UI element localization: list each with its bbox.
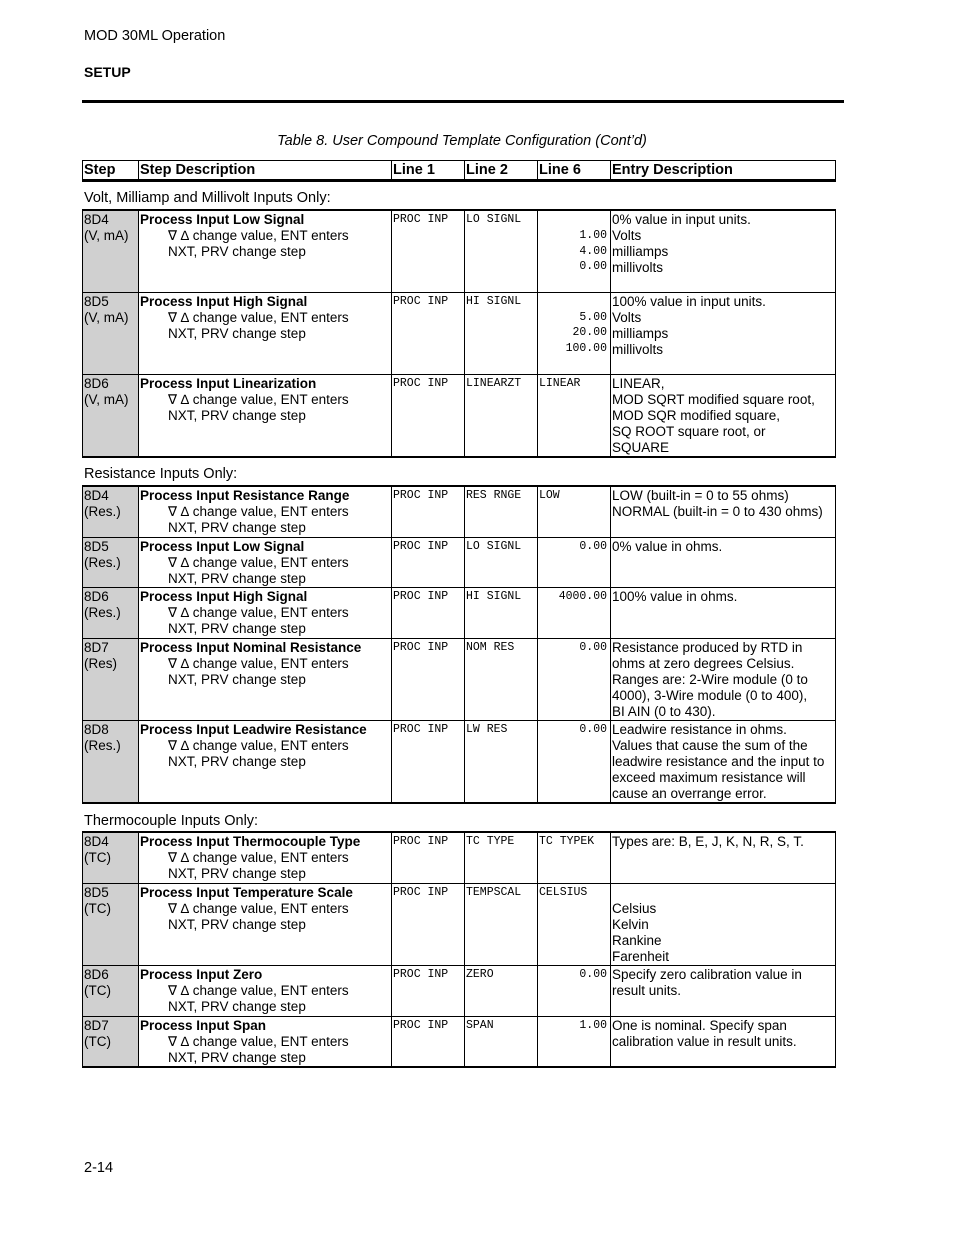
header-rule (82, 100, 844, 103)
entry-line: milliamps (612, 325, 669, 341)
entry-line: LOW (built-in = 0 to 55 ohms) (612, 488, 789, 503)
section-label: Thermocouple Inputs Only: (84, 813, 259, 829)
line2-value: LW RES (466, 722, 508, 736)
line2-cell (465, 1016, 538, 1067)
step-instruction: ∇ ∆ change value, ENT enters (168, 504, 349, 519)
line2-value: RES RNGE (466, 489, 522, 502)
step-description-cell (139, 537, 392, 587)
line6-cell (538, 587, 611, 638)
line2-cell (465, 883, 538, 965)
line6-value: 0.00 (579, 967, 607, 981)
step-instruction: NXT, PRV change step (168, 916, 306, 932)
table-row (83, 832, 836, 883)
step-description-cell (139, 374, 392, 457)
line1-cell (392, 537, 465, 587)
step-cell (83, 587, 139, 638)
line2-value: LO SIGNL (466, 539, 522, 553)
line6-value: CELSIUS (539, 885, 588, 899)
entry-line: Values that cause the sum of the (612, 737, 808, 753)
section-label: Resistance Inputs Only: (84, 466, 238, 482)
step-cell (83, 832, 139, 883)
column-header-line6: Line 6 (538, 161, 611, 181)
line1-value: PROC INP (393, 640, 449, 654)
line1-value: PROC INP (393, 213, 449, 226)
entry-line: ohms at zero degrees Celsius. (612, 655, 795, 671)
column-header-line1: Line 1 (392, 161, 465, 181)
entry-line: 100% value in ohms. (612, 588, 738, 604)
line2-value: HI SIGNL (466, 294, 522, 308)
step-input-type: (Res.) (84, 504, 121, 519)
line6-value: 0.00 (579, 640, 607, 654)
step-input-type: (TC) (84, 900, 111, 916)
entry-description-cell (611, 832, 836, 883)
entry-line: Resistance produced by RTD in (612, 639, 803, 655)
step-code: 8D6 (84, 588, 109, 604)
step-instruction: ∇ ∆ change value, ENT enters (168, 850, 349, 865)
step-code: 8D5 (84, 293, 109, 309)
line1-value: PROC INP (393, 294, 449, 308)
step-title: Process Input High Signal (140, 293, 308, 309)
section-table (82, 209, 836, 458)
entry-line: 0% value in ohms. (612, 538, 723, 554)
step-code: 8D7 (84, 639, 109, 655)
entry-line: 100% value in input units. (612, 293, 766, 309)
step-cell (83, 1016, 139, 1067)
line6-value: 0.00 (579, 260, 607, 273)
line1-cell (392, 292, 465, 374)
entry-line: Specify zero calibration value in (612, 966, 802, 982)
entry-description-cell (611, 210, 836, 292)
line1-cell (392, 965, 465, 1016)
step-cell (83, 537, 139, 587)
entry-line: Farenheit (612, 948, 670, 964)
table-row (83, 720, 836, 803)
line6-value: 0.00 (579, 722, 607, 736)
table-row (83, 1016, 836, 1067)
entry-line: SQUARE (612, 439, 670, 455)
entry-line: MOD SQR modified square, (612, 407, 781, 423)
line1-cell (392, 638, 465, 720)
entry-line: exceed maximum resistance will (612, 769, 806, 785)
line1-value: PROC INP (393, 885, 449, 899)
step-instruction: NXT, PRV change step (168, 866, 306, 881)
entry-line: BI AIN (0 to 430). (612, 703, 716, 719)
step-input-type: (Res) (84, 655, 117, 671)
step-description-cell (139, 587, 392, 638)
step-instruction: NXT, PRV change step (168, 998, 306, 1014)
entry-line: LINEAR, (612, 375, 665, 391)
step-instruction: ∇ ∆ change value, ENT enters (168, 1033, 349, 1049)
line6-spacer (539, 294, 607, 310)
step-title: Process Input Nominal Resistance (140, 639, 362, 655)
line2-cell (465, 638, 538, 720)
line2-cell (465, 587, 538, 638)
line1-cell (392, 720, 465, 803)
step-code: 8D7 (84, 1017, 109, 1033)
table-row (83, 638, 836, 720)
line6-cell (538, 720, 611, 803)
entry-description-cell (611, 292, 836, 374)
step-instruction: ∇ ∆ change value, ENT enters (168, 655, 349, 671)
line6-value: 100.00 (565, 341, 607, 355)
step-input-type: (V, mA) (84, 228, 129, 243)
table-caption: Table 8. User Compound Template Configuration (Cont’d) (277, 133, 647, 149)
line6-value: 20.00 (572, 326, 607, 339)
step-code: 8D8 (84, 721, 109, 737)
step-code: 8D6 (84, 966, 109, 982)
step-title: Process Input High Signal (140, 588, 308, 604)
entry-line: leadwire resistance and the input to (612, 753, 825, 769)
page-number: 2-14 (84, 1160, 114, 1176)
entry-line: Ranges are: 2-Wire module (0 to (612, 671, 808, 687)
table-row (83, 965, 836, 1016)
step-instruction: NXT, PRV change step (168, 244, 306, 259)
step-code: 8D6 (84, 375, 109, 391)
step-description-cell (139, 638, 392, 720)
column-header-step-description: Step Description (139, 161, 392, 181)
line2-cell (465, 292, 538, 374)
entry-line: result units. (612, 982, 682, 998)
line6-cell (538, 292, 611, 374)
step-instruction: NXT, PRV change step (168, 520, 306, 535)
line6-value: 1.00 (579, 229, 607, 242)
line2-cell (465, 832, 538, 883)
step-instruction: ∇ ∆ change value, ENT enters (168, 309, 349, 325)
entry-line: Celsius (612, 900, 657, 916)
line2-cell (465, 965, 538, 1016)
step-instruction: NXT, PRV change step (168, 570, 306, 586)
line1-cell (392, 374, 465, 457)
step-input-type: (TC) (84, 1033, 111, 1049)
line1-value: PROC INP (393, 539, 449, 553)
line1-cell (392, 587, 465, 638)
step-description-cell (139, 883, 392, 965)
line2-value: HI SIGNL (466, 589, 522, 603)
entry-spacer (612, 885, 834, 901)
table-row (83, 486, 836, 537)
step-cell (83, 720, 139, 803)
step-description-cell (139, 486, 392, 537)
line2-cell (465, 374, 538, 457)
column-header-entry-description: Entry Description (611, 161, 836, 181)
step-cell (83, 638, 139, 720)
step-description-cell (139, 720, 392, 803)
step-title: Process Input Low Signal (140, 212, 305, 227)
line1-value: PROC INP (393, 489, 449, 502)
entry-line: Rankine (612, 932, 662, 948)
column-header-row (83, 161, 836, 181)
step-title: Process Input Span (140, 1017, 267, 1033)
table-row (83, 210, 836, 292)
table-row (83, 883, 836, 965)
step-title: Process Input Resistance Range (140, 488, 350, 503)
column-header-step: Step (83, 161, 139, 181)
line1-value: PROC INP (393, 722, 449, 736)
step-instruction: NXT, PRV change step (168, 325, 306, 341)
section-table (82, 485, 836, 804)
entry-line: SQ ROOT square root, or (612, 423, 766, 439)
table-row (83, 374, 836, 457)
line1-value: PROC INP (393, 835, 449, 848)
line6-cell (538, 374, 611, 457)
entry-line: milliamps (612, 244, 669, 259)
line6-cell (538, 486, 611, 537)
line6-cell (538, 965, 611, 1016)
entry-line: MOD SQRT modified square root, (612, 391, 815, 407)
step-instruction: NXT, PRV change step (168, 1049, 306, 1065)
line1-cell (392, 832, 465, 883)
table-row (83, 587, 836, 638)
step-instruction: ∇ ∆ change value, ENT enters (168, 982, 349, 998)
entry-line: millivolts (612, 260, 664, 275)
line2-value: LINEARZT (466, 376, 522, 390)
step-instruction: NXT, PRV change step (168, 753, 306, 769)
column-header-line2: Line 2 (465, 161, 538, 181)
entry-line: calibration value in result units. (612, 1033, 797, 1049)
step-instruction: ∇ ∆ change value, ENT enters (168, 604, 349, 620)
step-title: Process Input Leadwire Resistance (140, 721, 367, 737)
entry-line: Volts (612, 309, 642, 325)
step-description-cell (139, 292, 392, 374)
entry-description-cell (611, 720, 836, 803)
line2-value: TEMPSCAL (466, 885, 522, 899)
step-instruction: NXT, PRV change step (168, 671, 306, 687)
line2-value: NOM RES (466, 640, 515, 654)
line6-value: 5.00 (579, 310, 607, 324)
line6-value: TC TYPEK (539, 835, 595, 848)
step-title: Process Input Zero (140, 966, 263, 982)
line6-value: 4.00 (579, 244, 607, 258)
line6-spacer (539, 212, 607, 228)
entry-line: NORMAL (built-in = 0 to 430 ohms) (612, 504, 823, 519)
step-input-type: (TC) (84, 982, 111, 998)
line6-cell (538, 832, 611, 883)
section-label: Volt, Milliamp and Millivolt Inputs Only: (84, 190, 331, 206)
line2-cell (465, 720, 538, 803)
step-description-cell (139, 210, 392, 292)
line6-cell (538, 1016, 611, 1067)
column-header-table (82, 160, 836, 182)
line2-value: TC TYPE (466, 835, 515, 848)
step-code: 8D5 (84, 538, 109, 554)
entry-description-cell (611, 486, 836, 537)
line1-cell (392, 210, 465, 292)
section-heading: SETUP (84, 64, 131, 80)
line6-value: LINEAR (539, 376, 581, 390)
line1-value: PROC INP (393, 1018, 449, 1032)
line6-value: LOW (539, 489, 560, 502)
section-table (82, 831, 836, 1068)
line6-cell (538, 883, 611, 965)
entry-line: 4000), 3-Wire module (0 to 400), (612, 687, 808, 703)
step-cell (83, 374, 139, 457)
entry-description-cell (611, 374, 836, 457)
step-code: 8D4 (84, 834, 109, 849)
entry-line: millivolts (612, 341, 664, 357)
document-title: MOD 30ML Operation (84, 28, 226, 44)
line2-cell (465, 486, 538, 537)
step-instruction: ∇ ∆ change value, ENT enters (168, 554, 349, 570)
step-instruction: ∇ ∆ change value, ENT enters (168, 228, 349, 243)
entry-description-cell (611, 537, 836, 587)
entry-description-cell (611, 587, 836, 638)
step-input-type: (Res.) (84, 737, 121, 753)
entry-description-cell (611, 883, 836, 965)
step-code: 8D4 (84, 212, 109, 227)
step-instruction: ∇ ∆ change value, ENT enters (168, 391, 349, 407)
step-instruction: ∇ ∆ change value, ENT enters (168, 900, 349, 916)
step-input-type: (Res.) (84, 604, 121, 620)
line6-value: 0.00 (579, 539, 607, 553)
step-instruction: ∇ ∆ change value, ENT enters (168, 737, 349, 753)
entry-line: One is nominal. Specify span (612, 1017, 787, 1033)
table-row (83, 292, 836, 374)
entry-line: cause an overrange error. (612, 785, 767, 801)
line2-value: ZERO (466, 967, 494, 981)
entry-line: 0% value in input units. (612, 212, 751, 227)
step-title: Process Input Low Signal (140, 538, 305, 554)
table-row (83, 537, 836, 587)
entry-description-cell (611, 638, 836, 720)
step-input-type: (TC) (84, 850, 111, 865)
step-cell (83, 210, 139, 292)
line1-value: PROC INP (393, 967, 449, 981)
line1-cell (392, 1016, 465, 1067)
step-description-cell (139, 832, 392, 883)
step-code: 8D5 (84, 884, 109, 900)
step-cell (83, 486, 139, 537)
entry-line: Volts (612, 228, 642, 243)
step-cell (83, 883, 139, 965)
line2-value: SPAN (466, 1018, 494, 1032)
step-code: 8D4 (84, 488, 109, 503)
step-cell (83, 965, 139, 1016)
line6-cell (538, 638, 611, 720)
step-title: Process Input Temperature Scale (140, 884, 353, 900)
entry-description-cell (611, 965, 836, 1016)
step-instruction: NXT, PRV change step (168, 620, 306, 636)
line6-value: 1.00 (579, 1018, 607, 1032)
line1-cell (392, 883, 465, 965)
step-title: Process Input Linearization (140, 375, 317, 391)
entry-line: Types are: B, E, J, K, N, R, S, T. (612, 834, 804, 849)
step-instruction: NXT, PRV change step (168, 407, 306, 423)
line2-cell (465, 537, 538, 587)
entry-description-cell (611, 1016, 836, 1067)
line1-value: PROC INP (393, 376, 449, 390)
line2-value: LO SIGNL (466, 213, 522, 226)
entry-line: Kelvin (612, 916, 649, 932)
line1-cell (392, 486, 465, 537)
line2-cell (465, 210, 538, 292)
step-description-cell (139, 1016, 392, 1067)
step-input-type: (Res.) (84, 554, 121, 570)
step-cell (83, 292, 139, 374)
line6-value: 4000.00 (558, 589, 607, 603)
step-input-type: (V, mA) (84, 309, 129, 325)
entry-line: Leadwire resistance in ohms. (612, 721, 787, 737)
line6-cell (538, 210, 611, 292)
line6-cell (538, 537, 611, 587)
step-title: Process Input Thermocouple Type (140, 834, 361, 849)
line1-value: PROC INP (393, 589, 449, 603)
step-input-type: (V, mA) (84, 391, 129, 407)
step-description-cell (139, 965, 392, 1016)
